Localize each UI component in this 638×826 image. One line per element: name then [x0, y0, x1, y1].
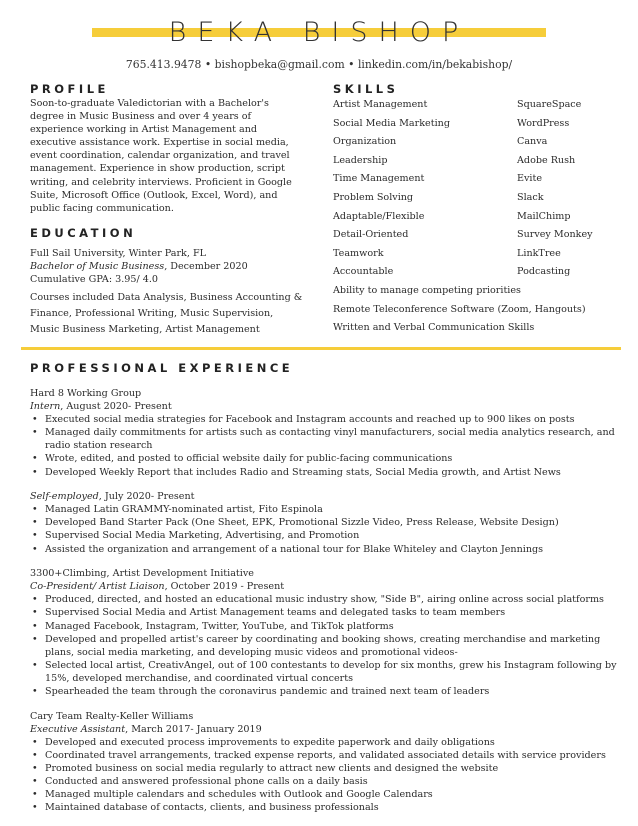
- job-role-line: [30, 400, 620, 413]
- skill-item: Survey Monkey: [517, 229, 593, 241]
- skills-list: [333, 98, 633, 340]
- job-organization: 3300+Climbing, Artist Development Initiative: [30, 568, 254, 580]
- profile-line: Suite, Microsoft Office (Outlook, Excel, Word), and: [30, 189, 278, 201]
- job-dates: , July 2020- Present: [98, 491, 195, 503]
- profile-line: executive assistance work. Expertise in social media,: [30, 137, 289, 149]
- skill-item: Adaptable/Flexible: [333, 210, 425, 222]
- skill-row: [333, 135, 633, 154]
- skill-item: Time Management: [333, 173, 425, 185]
- skill-item: Accountable: [333, 266, 394, 278]
- job-bullet: • Selected local artist, CreativAngel, out of 100 contestants to develop for six months, grew his Instagram following by 15%, developed merchandise, and coordinated virtual concerts: [30, 659, 620, 685]
- skill-item: MailChimp: [517, 210, 571, 222]
- job-bullet: • Managed Latin GRAMMY-nominated artist, Fito Espinola: [30, 503, 620, 516]
- experience-list: [30, 387, 620, 826]
- education-school: Full Sail University, Winter Park, FL: [30, 248, 206, 259]
- profile-line: public facing communication.: [30, 202, 174, 214]
- skill-row: [333, 247, 633, 266]
- skill-row: [333, 210, 633, 229]
- profile-line: experience working in Artist Management and: [30, 124, 258, 136]
- job-bullet: • Developed and executed process improvements to expedite paperwork and daily obligations: [30, 736, 620, 749]
- skill-item: Problem Solving: [333, 191, 414, 203]
- job-bullet: • Managed multiple calendars and schedules with Outlook and Google Calendars: [30, 788, 620, 801]
- job-role: Self-employed: [30, 491, 99, 503]
- skill-row: [333, 228, 633, 247]
- skill-item: Organization: [333, 136, 397, 148]
- job-bullet: • Executed social media strategies for Facebook and Instagram accounts and reached up to 900 likes on posts: [30, 413, 620, 426]
- education-heading: EDUCATION: [30, 226, 137, 240]
- job-bullets: [30, 736, 620, 815]
- profile-line: writing, and celebrity interviews. Proficient in Google: [30, 176, 292, 188]
- job-bullet: • Managed Facebook, Instagram, Twitter, YouTube, and TikTok platforms: [30, 620, 620, 633]
- job-bullet: • Supervised Social Media and Artist Management teams and delegated tasks to team members: [30, 606, 620, 619]
- job-bullet: • Conducted and answered professional phone calls on a daily basis: [30, 775, 620, 788]
- profile-text: [30, 97, 320, 215]
- skill-item: Evite: [517, 173, 543, 185]
- job-bullet: • Developed Band Starter Pack (One Sheet, EPK, Promotional Sizzle Video, Press Release, Website Design): [30, 516, 620, 529]
- job-bullet: • Coordinated travel arrangements, tracked expense reports, and validated associated details with service providers: [30, 749, 620, 762]
- education-gpa: Cumulative GPA: 3.95/ 4.0: [30, 274, 159, 286]
- job-bullet: • Supervised Social Media Marketing, Advertising, and Promotion: [30, 529, 620, 542]
- job-bullet: • Wrote, edited, and posted to official website daily for public-facing communications: [30, 452, 620, 465]
- contact-info: 765.413.9478 • bishopbeka@gmail.com • linkedin.com/in/bekabishop/: [125, 58, 513, 71]
- profile-line: management. Experience in show production, script: [30, 163, 285, 175]
- job-bullet: • Maintained database of contacts, clients, and business professionals: [30, 801, 620, 814]
- skill-row: [333, 172, 633, 191]
- skill-item: Leadership: [333, 154, 388, 166]
- job-entry: [30, 567, 620, 698]
- job-role-line: [30, 580, 620, 593]
- education-block: [30, 247, 320, 338]
- education-degree: Bachelor of Music Business: [30, 261, 165, 273]
- skill-item: Teamwork: [333, 247, 384, 259]
- skill-item: Artist Management: [333, 99, 428, 110]
- skills-heading: SKILLS: [333, 82, 399, 96]
- job-organization: Cary Team Realty-Keller Williams: [30, 710, 194, 722]
- education-courses: [30, 290, 320, 337]
- skill-item: Slack: [517, 191, 544, 203]
- skill-item: SquareSpace: [517, 99, 582, 110]
- job-bullet: • Produced, directed, and hosted an educational music industry show, "Side B", airing online across social platforms: [30, 593, 620, 606]
- job-entry: [30, 490, 620, 555]
- course-line: Music Business Marketing, Artist Management: [30, 323, 260, 335]
- skill-item: LinkTree: [517, 247, 561, 259]
- job-role-line: [30, 723, 620, 736]
- education-degree-line: [30, 260, 320, 273]
- job-bullets: [30, 503, 620, 555]
- job-entry: [30, 387, 620, 479]
- job-role-line: [30, 490, 620, 503]
- profile-line: Soon-to-graduate Valedictorian with a Bachelor's: [30, 98, 269, 109]
- skill-item: Remote Teleconference Software (Zoom, Hangouts): [333, 303, 586, 315]
- section-divider: [21, 347, 621, 350]
- job-role: Intern: [30, 401, 61, 413]
- job-role: Co-President/ Artist Liaison: [30, 581, 165, 593]
- job-bullets: [30, 413, 620, 478]
- course-line: Courses included Data Analysis, Business Accounting &: [30, 292, 303, 304]
- profile-heading: PROFILE: [30, 82, 109, 96]
- skill-row: [333, 117, 633, 136]
- education-date: , December 2020: [164, 261, 248, 273]
- skill-item: Ability to manage competing priorities: [333, 284, 521, 296]
- job-dates: , March 2017- January 2019: [125, 723, 262, 735]
- job-bullet: • Spearheaded the team through the coronavirus pandemic and trained next team of leaders: [30, 685, 620, 698]
- job-entry: [30, 710, 620, 815]
- course-line: Finance, Professional Writing, Music Supervision,: [30, 308, 274, 320]
- job-bullet: • Assisted the organization and arrangement of a national tour for Blake Whiteley and Clayton Jennings: [30, 543, 620, 556]
- skill-item: Canva: [517, 136, 548, 148]
- job-bullet: • Developed and propelled artist's career by coordinating and booking shows, creating merchandise and marketing plans, social media marketing, and developing music videos and promotional videos-: [30, 633, 620, 659]
- job-dates: , August 2020- Present: [60, 401, 172, 413]
- experience-heading: PROFESSIONAL EXPERIENCE: [30, 361, 294, 375]
- skill-item: WordPress: [517, 117, 570, 129]
- job-bullet: • Developed Weekly Report that includes Radio and Streaming stats, Social Media growth, and Artist News: [30, 466, 620, 479]
- job-bullets: [30, 593, 620, 698]
- skill-row: [333, 154, 633, 173]
- skill-item: Podcasting: [517, 266, 571, 278]
- skill-row: [333, 98, 633, 117]
- job-bullet: • Managed daily commitments for artists such as contacting vinyl manufacturers, social media analytics research, and radio station research: [30, 426, 620, 452]
- resume-name: BEKA BISHOP: [168, 17, 470, 48]
- skill-item: Detail-Oriented: [333, 229, 409, 241]
- job-role: Executive Assistant: [30, 723, 126, 735]
- profile-line: event coordination, calendar organization, and travel: [30, 150, 290, 162]
- job-dates: , October 2019 - Present: [164, 581, 285, 593]
- skill-item: Written and Verbal Communication Skills: [333, 322, 535, 334]
- skill-row: [333, 265, 633, 284]
- skill-item: Social Media Marketing: [333, 117, 450, 129]
- job-organization: Hard 8 Working Group: [30, 388, 142, 399]
- profile-line: degree in Music Business and over 4 years of: [30, 111, 252, 123]
- job-bullet: • Promoted business on social media regularly to attract new clients and designed the website: [30, 762, 620, 775]
- skill-item: Adobe Rush: [517, 154, 576, 166]
- skill-row: [333, 191, 633, 210]
